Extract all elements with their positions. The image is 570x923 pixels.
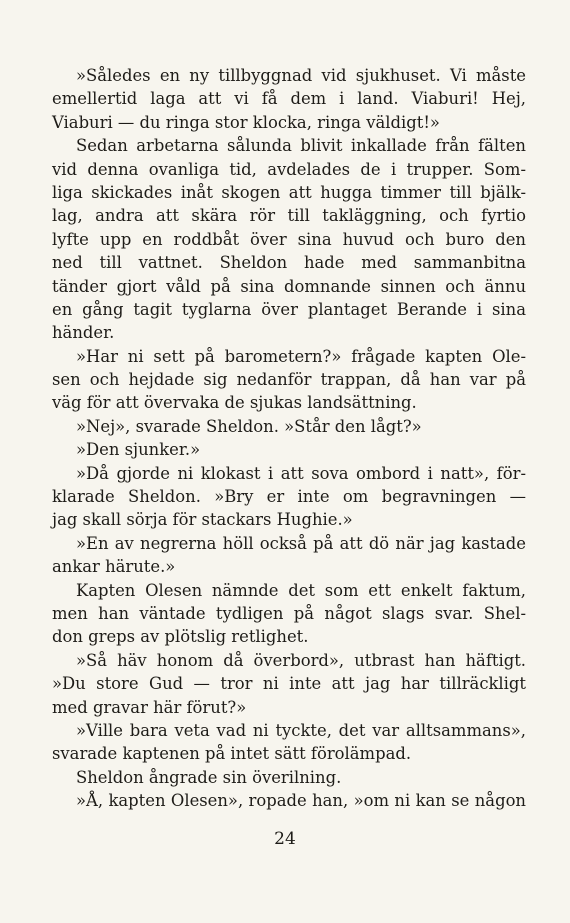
text-line: Sedan arbetarna sålunda blivit inkallade från fälten — [76, 136, 526, 156]
text-line: jag skall sörja för stackars Hughie.» — [52, 510, 353, 530]
page-text — [52, 64, 526, 813]
text-line: ned till vattnet. Sheldon hade med sammanbitna — [52, 253, 526, 273]
text-line: lyfte upp en roddbåt över sina huvud och buro den — [52, 229, 526, 249]
text-line: Viaburi — du ringa stor klocka, ringa väldigt!» — [52, 112, 440, 132]
text-line: ankar härute.» — [52, 557, 176, 577]
text-line: Kapten Olesen nämnde det som ett enkelt faktum, — [76, 580, 526, 600]
text-line: Sheldon ångrade sin överilning. — [76, 767, 342, 787]
text-line: »Ville bara veta vad ni tyckte, det var alltsammans», — [76, 720, 526, 740]
page-number: 24 — [274, 829, 296, 849]
text-line: tänder gjort våld på sina domnande sinnen och ännu — [52, 276, 526, 296]
text-line: väg för att övervaka de sjukas landsättning. — [52, 393, 417, 413]
text-line: »En av negrerna höll också på att dö när jag kastade — [76, 533, 526, 553]
text-line: liga skickades inåt skogen att hugga timmer till bjälk- — [52, 182, 526, 202]
text-line: »Således en ny tillbyggnad vid sjukhuset. Vi måste — [76, 66, 526, 85]
text-line: »Du store Gud — tror ni inte att jag har tillräckligt — [52, 674, 526, 694]
text-line: men han väntade tydligen på något slags svar. Shel- — [52, 603, 526, 623]
text-line: händer. — [52, 323, 115, 343]
text-line: lag, andra att skära rör till takläggning, och fyrtio — [52, 206, 526, 226]
text-line: med gravar här förut?» — [52, 697, 247, 717]
text-line: sen och hejdade sig nedanför trappan, då han var på — [52, 370, 526, 390]
text-line: »Å, kapten Olesen», ropade han, »om ni kan se någon — [76, 791, 526, 811]
text-line: »Har ni sett på barometern?» frågade kapten Ole- — [76, 346, 526, 366]
text-line: don greps av plötslig retlighet. — [52, 627, 309, 647]
text-line: emellertid laga att vi få dem i land. Viaburi! Hej, — [52, 89, 526, 109]
text-line: »Då gjorde ni klokast i att sova ombord i natt», för- — [76, 463, 526, 483]
text-line: vid denna ovanliga tid, avdelades de i trupper. Som- — [52, 159, 526, 179]
text-line: klarade Sheldon. »Bry er inte om begravningen — — [52, 487, 526, 507]
text-line: »Den sjunker.» — [76, 440, 201, 460]
text-line: svarade kaptenen på intet sätt förolämpad. — [52, 744, 412, 764]
text-line: »Nej», svarade Sheldon. »Står den lågt?» — [76, 416, 422, 436]
text-line: »Så häv honom då överbord», utbrast han häftigt. — [76, 650, 526, 670]
text-line: en gång tagit tyglarna över plantaget Berande i sina — [52, 299, 526, 319]
